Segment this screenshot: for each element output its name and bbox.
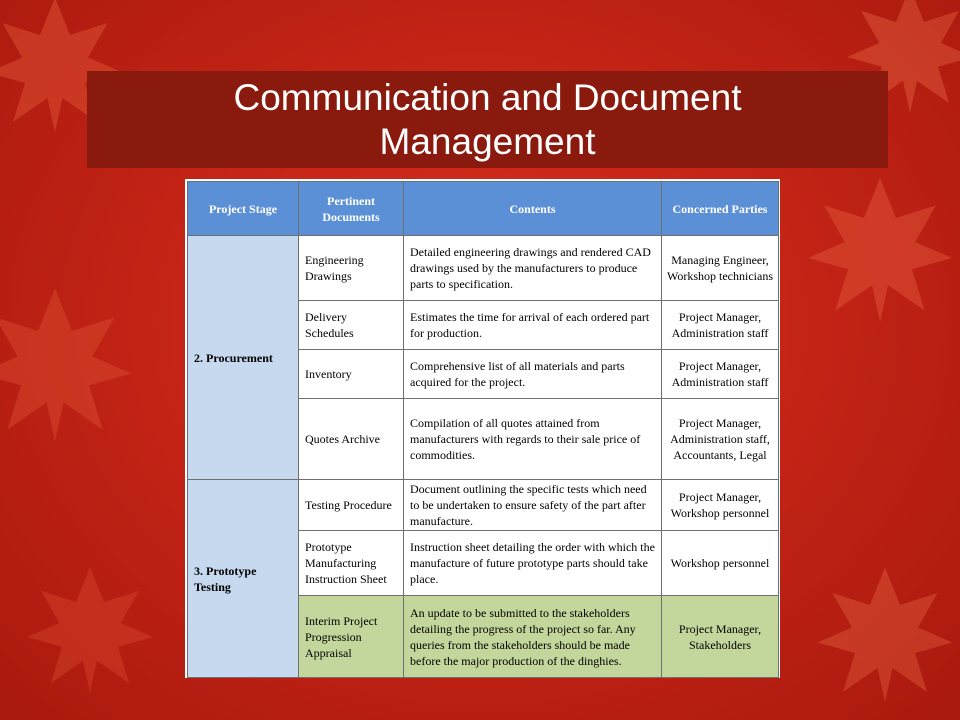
parties-cell: Managing Engineer, Workshop technicians [662, 236, 779, 301]
document-cell: Interim Project Progression Appraisal [299, 596, 404, 678]
contents-cell: An update to be submitted to the stakeholders detailing the progress of the project so far. Any queries from the stakeholders should be made before the major production of the dinghies. [404, 596, 662, 678]
stage-cell-procurement: 2. Procurement [188, 236, 299, 480]
stage-cell-prototype-testing: 3. Prototype Testing [188, 480, 299, 678]
contents-cell: Instruction sheet detailing the order with which the manufacture of future prototype parts should take place. [404, 531, 662, 596]
document-table-container [185, 179, 780, 678]
parties-cell: Project Manager, Workshop personnel [662, 480, 779, 531]
contents-cell: Estimates the time for arrival of each ordered part for production. [404, 301, 662, 350]
document-cell: Prototype Manufacturing Instruction Sheet [299, 531, 404, 596]
parties-cell: Project Manager, Stakeholders [662, 596, 779, 678]
document-cell: Quotes Archive [299, 399, 404, 480]
header-contents: Contents [404, 182, 662, 236]
contents-cell: Detailed engineering drawings and rendered CAD drawings used by the manufacturers to produce parts to specification. [404, 236, 662, 301]
table-header-row [188, 182, 779, 236]
parties-cell: Project Manager, Administration staff [662, 350, 779, 399]
leaf-decoration-icon [800, 170, 960, 330]
contents-cell: Compilation of all quotes attained from manufacturers with regards to their sale price of commodities. [404, 399, 662, 480]
document-cell: Delivery Schedules [299, 301, 404, 350]
table-row [188, 480, 779, 531]
leaf-decoration-icon [0, 280, 140, 450]
slide-title-line-2: Management [379, 120, 596, 162]
contents-cell: Document outlining the specific tests which need to be undertaken to ensure safety of the part after manufacture. [404, 480, 662, 531]
leaf-decoration-icon [20, 560, 160, 700]
parties-cell: Workshop personnel [662, 531, 779, 596]
contents-cell: Comprehensive list of all materials and parts acquired for the project. [404, 350, 662, 399]
leaf-decoration-icon [810, 560, 960, 710]
header-concerned-parties: Concerned Parties [662, 182, 779, 236]
document-cell: Inventory [299, 350, 404, 399]
slide-title [87, 71, 888, 168]
slide-title-line-1: Communication and Document [233, 76, 742, 118]
parties-cell: Project Manager, Administration staff [662, 301, 779, 350]
document-cell: Engineering Drawings [299, 236, 404, 301]
document-table [187, 181, 779, 678]
header-project-stage: Project Stage [188, 182, 299, 236]
table-row [188, 236, 779, 301]
document-cell: Testing Procedure [299, 480, 404, 531]
parties-cell: Project Manager, Administration staff, Accountants, Legal [662, 399, 779, 480]
header-pertinent-documents: Pertinent Documents [299, 182, 404, 236]
